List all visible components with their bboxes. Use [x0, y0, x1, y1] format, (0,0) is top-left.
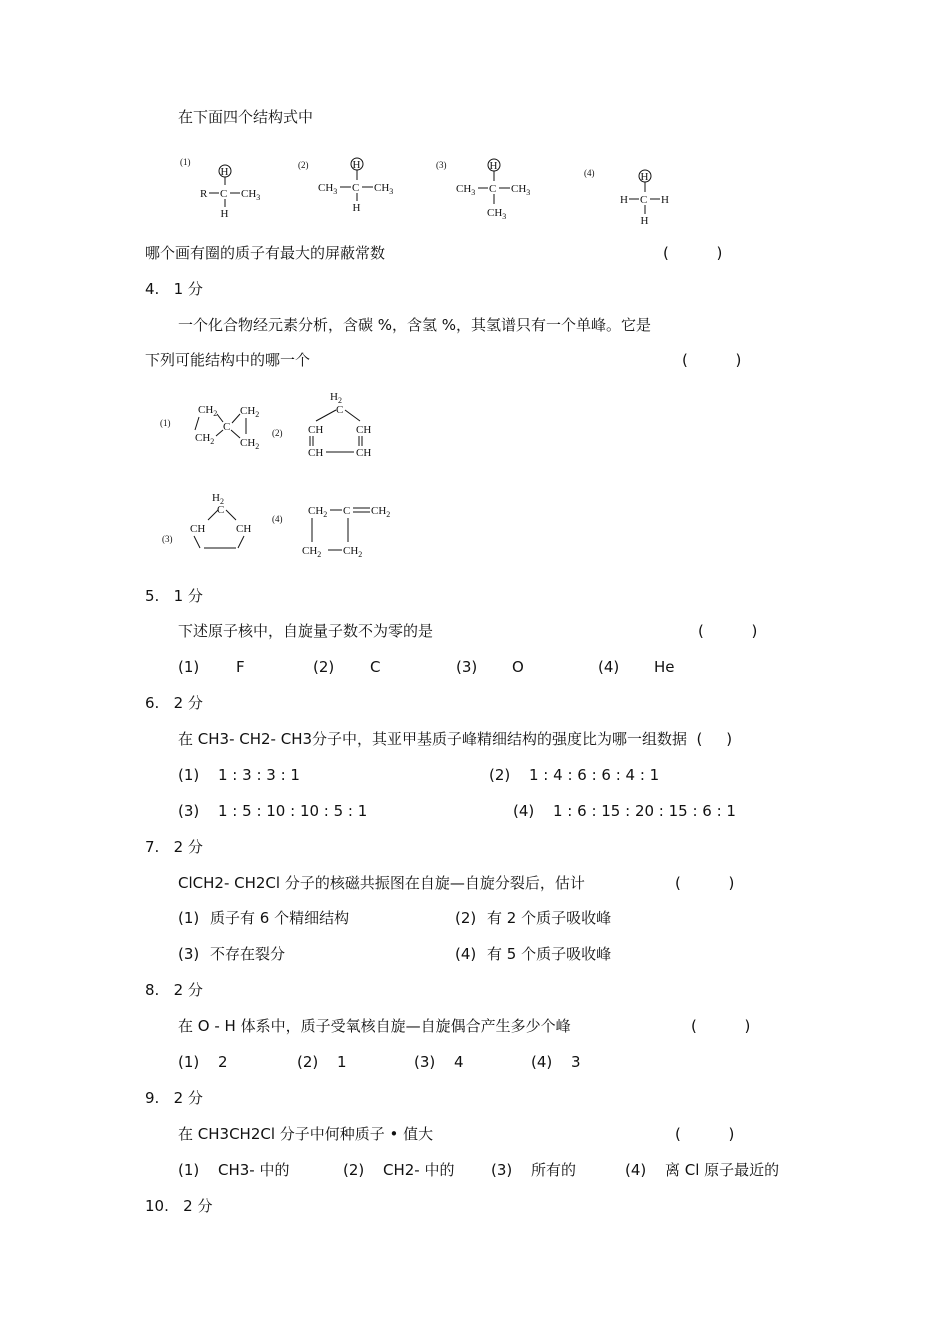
svg-text:CH: CH	[356, 447, 372, 459]
svg-text:H: H	[661, 194, 669, 206]
q9-stem: 在 CH3CH2Cl 分子中何种质子 • 值大	[178, 1125, 434, 1143]
q3-structure-3	[436, 152, 546, 224]
svg-text:C: C	[223, 421, 231, 433]
svg-text:CH2: $CH_2$	[240, 405, 260, 419]
q4-answer-paren[interactable]: ( )	[682, 351, 742, 369]
svg-text:C: C	[336, 404, 344, 416]
svg-text:H: H	[640, 171, 649, 183]
q6-number: 6. 2 分	[145, 694, 203, 712]
q8-option-4-num: (4)	[531, 1053, 553, 1071]
q7-option-3-num: (3)	[178, 945, 200, 963]
svg-text:H: H	[352, 159, 361, 171]
q7-option-4-num: (4)	[455, 945, 477, 963]
svg-text:H: H	[352, 202, 361, 214]
q9-option-1-num: (1)	[178, 1161, 200, 1179]
svg-text:CH3: $CH_3$	[456, 183, 476, 197]
q4-structure-2	[272, 388, 382, 462]
q5-answer-paren[interactable]: ( )	[698, 622, 758, 640]
svg-text:R: R	[200, 188, 208, 200]
q9-option-2-num: (2)	[343, 1161, 365, 1179]
q4-structure-3-label: (3)	[162, 534, 173, 544]
q9-option-3-num: (3)	[491, 1161, 513, 1179]
q9-answer-paren[interactable]: ( )	[675, 1125, 735, 1143]
q3-structure-3-label: (3)	[436, 160, 447, 170]
q5-option-3-num: (3)	[456, 658, 478, 676]
q7-option-1-num: (1)	[178, 909, 200, 927]
svg-text:CH2: $CH_2$	[371, 505, 391, 519]
q9-number: 9. 2 分	[145, 1089, 203, 1107]
svg-text:CH: CH	[356, 424, 372, 436]
q8-number: 8. 2 分	[145, 981, 203, 999]
q6-option-1-num: (1)	[178, 766, 200, 784]
q3-question: 哪个画有圈的质子有最大的屏蔽常数	[145, 244, 386, 262]
svg-text:H: H	[640, 215, 649, 227]
svg-text:CH2: $CH_2$	[343, 545, 363, 559]
svg-text:CH2: $CH_2$	[240, 437, 260, 451]
q8-answer-paren[interactable]: ( )	[691, 1017, 751, 1035]
q4-structure-4	[270, 496, 410, 566]
svg-text:H2: $H_2$	[212, 492, 224, 506]
q9-option-2[interactable]: CH2- 中的	[383, 1161, 455, 1179]
q9-option-1[interactable]: CH3- 中的	[218, 1161, 290, 1179]
q3-structure-1-label: (1)	[180, 157, 191, 167]
q9-option-4[interactable]: 离 Cl 原子最近的	[665, 1161, 780, 1179]
svg-text:H: H	[489, 160, 498, 172]
svg-text:C: C	[217, 504, 225, 516]
q7-answer-paren[interactable]: ( )	[675, 874, 735, 892]
svg-text:CH: CH	[236, 523, 252, 535]
q5-option-2-num: (2)	[313, 658, 335, 676]
q3-structure-4-label: (4)	[584, 168, 595, 178]
svg-text:CH3: $CH_3$	[511, 183, 531, 197]
q5-option-4-num: (4)	[598, 658, 620, 676]
q4-structure-1-label: (1)	[160, 418, 171, 428]
q4-stem-line1: 一个化合物经元素分析，含碳 %，含氢 %，其氢谱只有一个单峰。它是	[178, 316, 652, 334]
q8-stem: 在 O - H 体系中，质子受氧核自旋—自旋偶合产生多少个峰	[178, 1017, 571, 1035]
q6-option-3-num: (3)	[178, 802, 200, 820]
q7-option-2-num: (2)	[455, 909, 477, 927]
q3-intro: 在下面四个结构式中	[178, 108, 314, 126]
q7-number: 7. 2 分	[145, 838, 203, 856]
q8-option-1[interactable]: 2	[218, 1053, 228, 1071]
q5-option-1-num: (1)	[178, 658, 200, 676]
q6-option-1[interactable]: 1 : 3 : 3 : 1	[218, 766, 300, 784]
q4-structure-3	[160, 488, 270, 554]
q9-option-3[interactable]: 所有的	[531, 1161, 577, 1179]
q7-stem: ClCH2- CH2Cl 分子的核磁共振图在自旋—自旋分裂后，估计	[178, 874, 585, 892]
q6-stem: 在 CH3- CH2- CH3分子中，其亚甲基质子峰精细结构的强度比为哪一组数据 ( )	[178, 730, 733, 748]
svg-text:H: H	[220, 208, 229, 220]
q5-stem: 下述原子核中，自旋量子数不为零的是	[178, 622, 434, 640]
q9-option-4-num: (4)	[625, 1161, 647, 1179]
q6-option-2[interactable]: 1 : 4 : 6 : 6 : 4 : 1	[529, 766, 660, 784]
q5-number: 5. 1 分	[145, 587, 203, 605]
svg-text:C: C	[489, 183, 497, 195]
svg-text:C: C	[352, 182, 360, 194]
q7-option-4[interactable]: 有 5 个质子吸收峰	[487, 945, 612, 963]
q6-option-4[interactable]: 1 : 6 : 15 : 20 : 15 : 6 : 1	[553, 802, 736, 820]
q8-option-2[interactable]: 1	[337, 1053, 347, 1071]
svg-text:CH3: $CH_3$	[318, 182, 338, 196]
q5-option-3[interactable]: O	[512, 658, 524, 676]
q6-option-4-num: (4)	[513, 802, 535, 820]
q5-option-4[interactable]: He	[654, 658, 675, 676]
svg-text:CH2: $CH_2$	[302, 545, 322, 559]
q6-option-3[interactable]: 1 : 5 : 10 : 10 : 5 : 1	[218, 802, 368, 820]
q5-option-1[interactable]: F	[236, 658, 245, 676]
q8-option-3-num: (3)	[414, 1053, 436, 1071]
svg-text:CH3: $CH_3$	[487, 207, 507, 221]
q10-number: 10. 2 分	[145, 1197, 213, 1215]
q4-stem-line2: 下列可能结构中的哪一个	[145, 351, 311, 369]
svg-text:CH3: $CH_3$	[241, 188, 261, 202]
svg-text:CH: CH	[190, 523, 206, 535]
q8-option-3[interactable]: 4	[454, 1053, 464, 1071]
q6-option-2-num: (2)	[489, 766, 511, 784]
q8-option-1-num: (1)	[178, 1053, 200, 1071]
q8-option-2-num: (2)	[297, 1053, 319, 1071]
svg-text:CH2: $CH_2$	[195, 432, 215, 446]
svg-text:CH2: $CH_2$	[198, 404, 218, 418]
svg-text:CH2: $CH_2$	[308, 505, 328, 519]
q4-number: 4. 1 分	[145, 280, 203, 298]
svg-text:C: C	[640, 194, 648, 206]
svg-text:CH: CH	[308, 447, 324, 459]
q7-option-3[interactable]: 不存在裂分	[210, 945, 286, 963]
q4-structure-2-label: (2)	[272, 428, 283, 438]
q5-option-2[interactable]: C	[370, 658, 381, 676]
svg-text:C: C	[220, 188, 228, 200]
q3-structure-4	[582, 162, 682, 228]
q4-structure-1	[160, 398, 270, 454]
q7-option-2[interactable]: 有 2 个质子吸收峰	[487, 909, 612, 927]
svg-text:H2: $H_2$	[330, 391, 342, 405]
q3-structure-1	[180, 152, 290, 222]
q3-structure-2-label: (2)	[298, 160, 309, 170]
q8-option-4[interactable]: 3	[571, 1053, 581, 1071]
svg-text:H: H	[220, 166, 229, 178]
q3-structure-2	[298, 152, 408, 222]
q3-answer-paren[interactable]: ( )	[663, 244, 723, 262]
svg-text:CH: CH	[308, 424, 324, 436]
q7-option-1[interactable]: 质子有 6 个精细结构	[210, 909, 350, 927]
svg-text:H: H	[620, 194, 628, 206]
svg-text:CH3: $CH_3$	[374, 182, 394, 196]
q4-structure-4-label: (4)	[272, 514, 283, 524]
svg-text:C: C	[343, 505, 351, 517]
